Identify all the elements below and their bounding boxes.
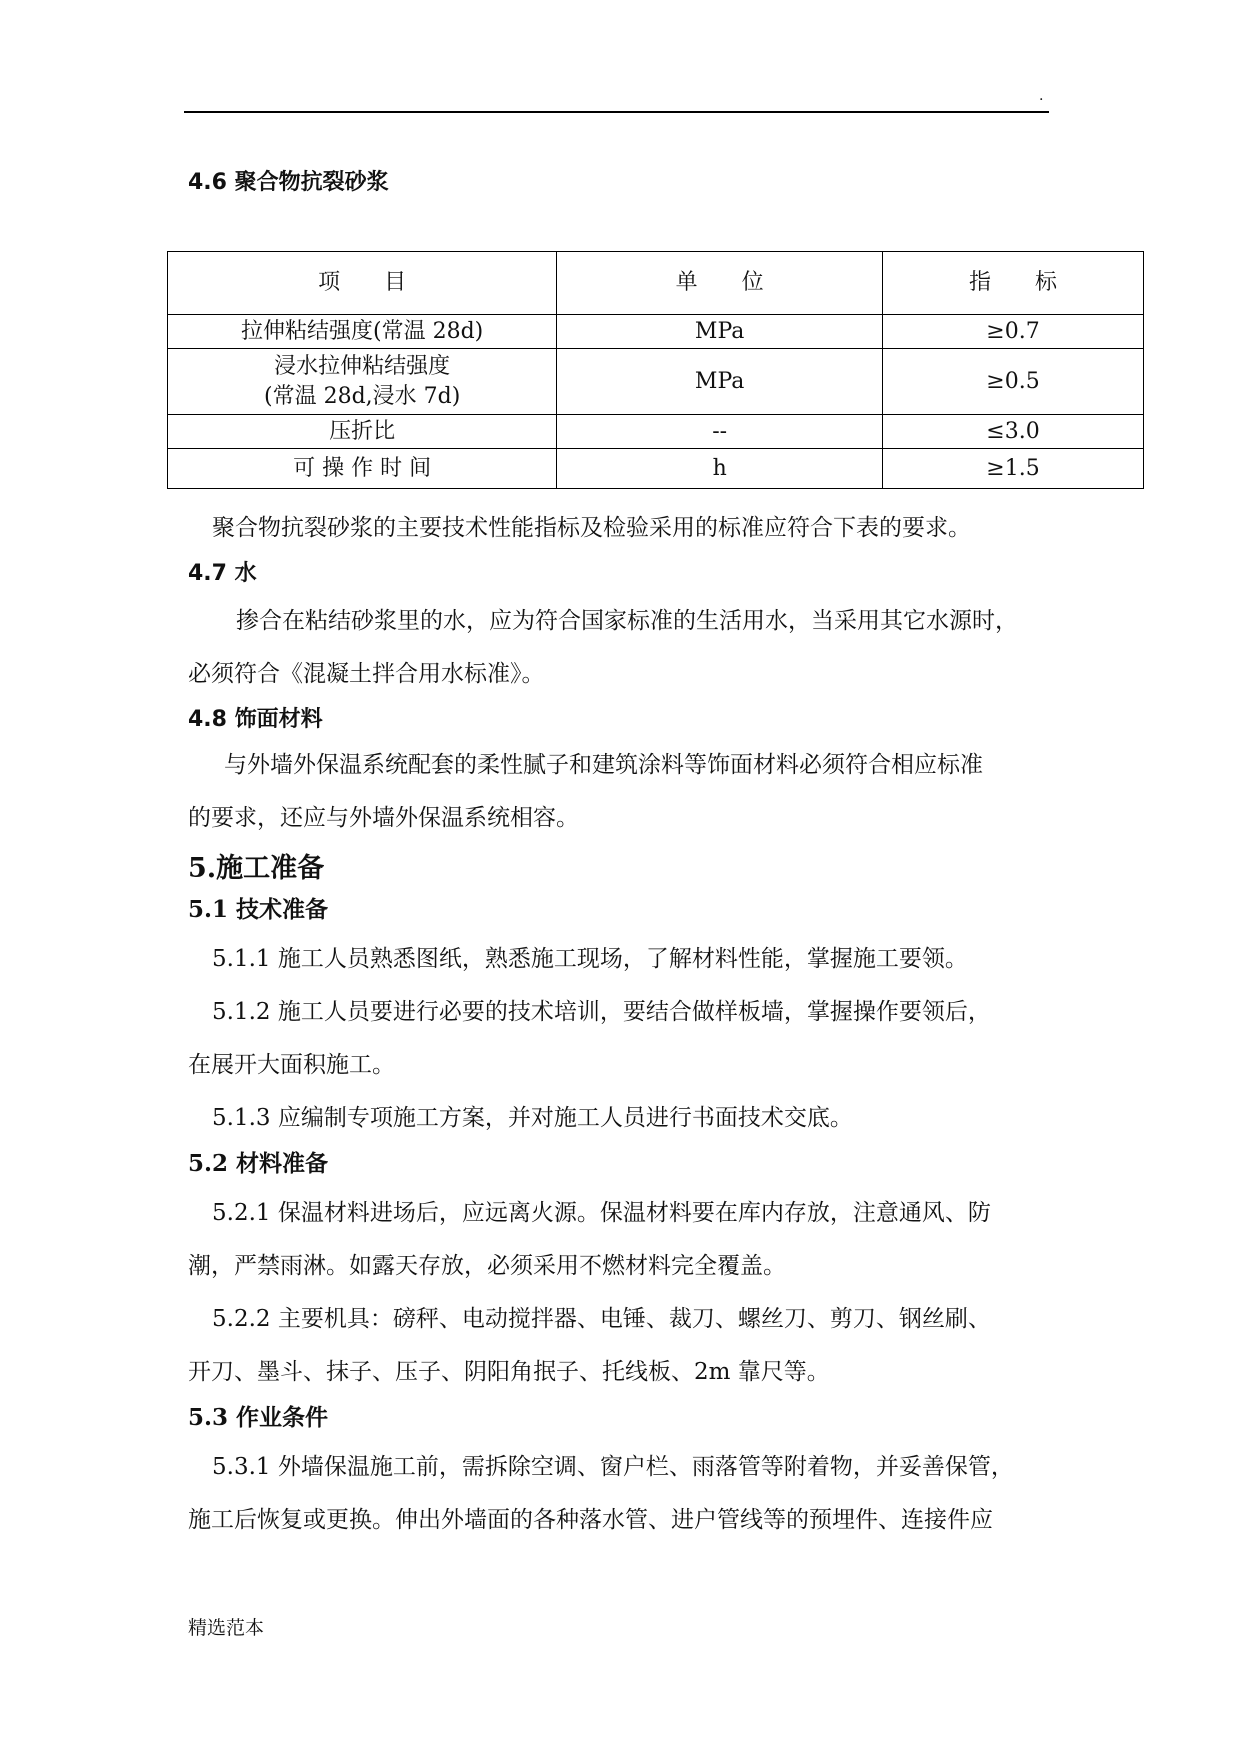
row-value: ≥0.7 [882,315,1143,349]
header-unit: 单 位 [557,252,883,315]
section-5-1-title: 5.1 技术准备 [188,896,329,923]
row-item-line1: 浸水拉伸粘结强度 [274,353,451,379]
table-row [168,315,1144,349]
table-note: 聚合物抗裂砂浆的主要技术性能指标及检验采用的标准应符合下表的要求。 [212,515,971,541]
row-item: 可 操 作 时 间 [168,449,557,489]
header-value: 指 标 [882,252,1143,315]
section-4-7-title: 4.7 水 [188,561,257,586]
table-row [168,349,1144,415]
paragraph: 在展开大面积施工。 [188,1052,395,1078]
row-value: ≥1.5 [882,449,1143,489]
section-5-3-title: 5.3 作业条件 [188,1404,329,1431]
paragraph: 与外墙外保温系统配套的柔性腻子和建筑涂料等饰面材料必须符合相应标准 [224,752,983,778]
row-unit: MPa [557,315,883,349]
row-unit: MPa [557,349,883,415]
header-rule [184,111,1049,113]
paragraph: 掺合在粘结砂浆里的水，应为符合国家标准的生活用水，当采用其它水源时， [236,608,1018,634]
row-unit: h [557,449,883,489]
section-4-6-title: 4.6 聚合物抗裂砂浆 [188,170,389,195]
table-header-row [168,252,1144,315]
row-item [168,349,557,415]
paragraph: 5.1.3 应编制专项施工方案，并对施工人员进行书面技术交底。 [212,1105,853,1131]
footer-text: 精选范本 [188,1617,265,1639]
row-item: 拉伸粘结强度(常温 28d) [168,315,557,349]
paragraph: 必须符合《混凝土拌合用水标准》。 [188,661,545,687]
body-text [188,502,1050,1547]
paragraph: 5.1.1 施工人员熟悉图纸，熟悉施工现场，了解材料性能，掌握施工要领。 [212,946,968,972]
section-5-title: 5.施工准备 [188,853,325,884]
row-item: 压折比 [168,415,557,449]
table-row [168,415,1144,449]
section-4-8-title: 4.8 饰面材料 [188,707,323,732]
paragraph: 5.1.2 施工人员要进行必要的技术培训，要结合做样板墙，掌握操作要领后， [212,999,991,1025]
row-value: ≤3.0 [882,415,1143,449]
row-unit: -- [557,415,883,449]
paragraph: 施工后恢复或更换。伸出外墙面的各种落水管、进户管线等的预埋件、连接件应 [188,1507,993,1533]
paragraph: 的要求，还应与外墙外保温系统相容。 [188,805,579,831]
row-item-line2: (常温 28d,浸水 7d) [264,383,461,409]
paragraph: 5.2.2 主要机具：磅秤、电动搅拌器、电锤、裁刀、螺丝刀、剪刀、钢丝刷、 [212,1306,991,1332]
header-item: 项 目 [168,252,557,315]
paragraph: 5.3.1 外墙保温施工前，需拆除空调、窗户栏、雨落管等附着物，并妥善保管， [212,1454,1014,1480]
row-value: ≥0.5 [882,349,1143,415]
paragraph: 开刀、墨斗、抹子、压子、阴阳角抿子、托线板、2m 靠尺等。 [188,1359,830,1385]
table-row [168,449,1144,489]
section-5-2-title: 5.2 材料准备 [188,1150,329,1177]
paragraph: 潮，严禁雨淋。如露天存放，必须采用不燃材料完全覆盖。 [188,1253,786,1279]
header-mark: . [1039,88,1044,104]
mortar-spec-table [167,251,1144,489]
paragraph: 5.2.1 保温材料进场后，应远离火源。保温材料要在库内存放，注意通风、防 [212,1200,991,1226]
